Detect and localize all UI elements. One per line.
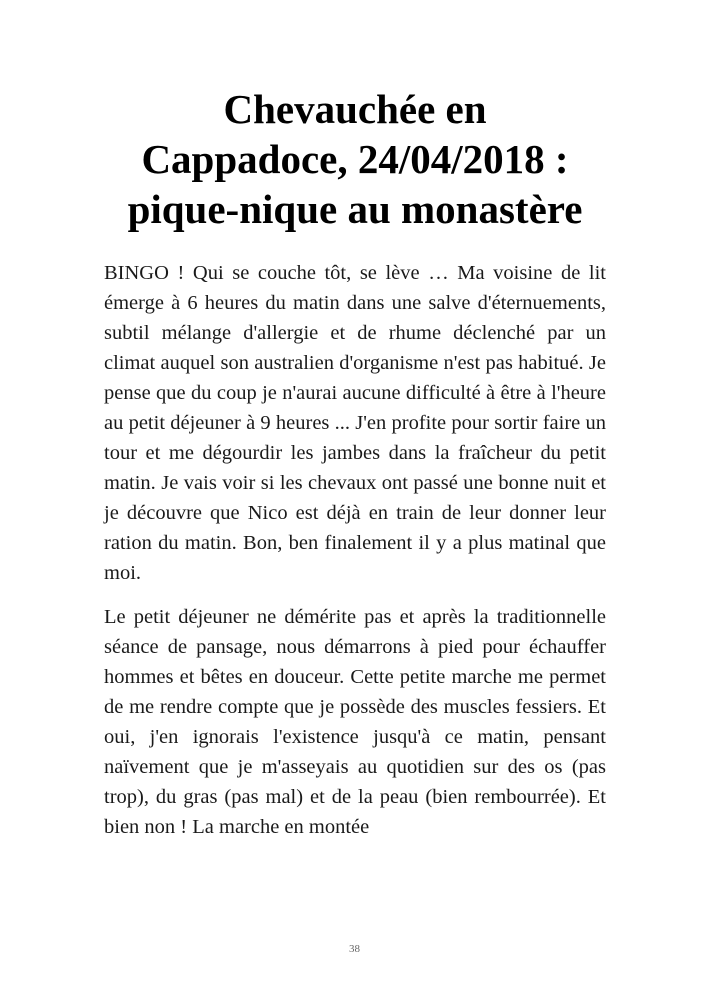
page-title (80, 84, 630, 234)
title-line: pique-nique au monastère (127, 186, 583, 232)
title-line: Cappadoce, 24/04/2018 : (141, 136, 569, 182)
paragraph: Le petit déjeuner ne démérite pas et après la traditionnelle séance de pansage, nous démarrons à pied pour échauffer hommes et bêtes en douceur. Cette petite marche me permet de me rendre compte que je possède des muscles fessiers. Et oui, j'en ignorais l'existence jusqu'à ce matin, pensant naïvement que je m'asseyais au quotidien sur des os (pas trop), du gras (pas mal) et de la peau (bien rembourrée). Et bien non ! La marche en montée (104, 606, 606, 838)
title-line: Chevauchée en (223, 86, 487, 132)
page-number: 38 (349, 943, 360, 955)
paragraph: BINGO ! Qui se couche tôt, se lève … Ma voisine de lit émerge à 6 heures du matin dans une salve d'éternuements, subtil mélange d'allergie et de rhume déclenché par un climat auquel son australien d'organisme n'est pas habitué. Je pense que du coup je n'aurai aucune difficulté à être à l'heure au petit déjeuner à 9 heures ... J'en profite pour sortir faire un tour et me dégourdir les jambes dans la fraîcheur du petit matin. Je vais voir si les chevaux ont passé une bonne nuit et je découvre que Nico est déjà en train de leur donner leur ration du matin. Bon, ben finalement il y a plus matinal que moi. (104, 262, 606, 584)
body-text (104, 258, 606, 842)
